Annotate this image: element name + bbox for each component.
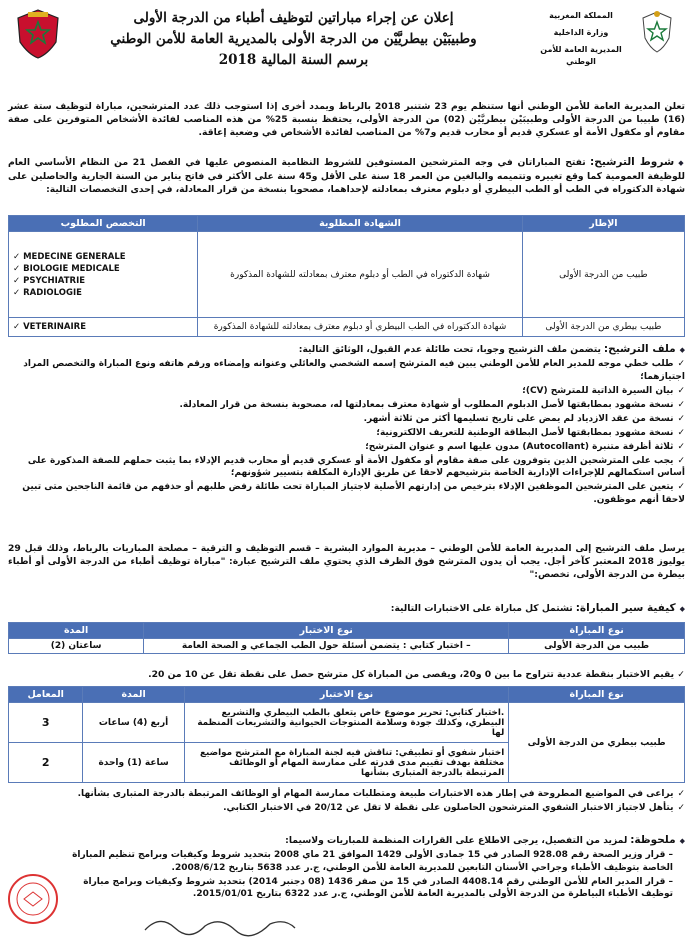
specialties-cell [9,232,198,318]
list-item: ✓نسخة مشهود بمطابقتها لأصل الدبلوم المطلوب أو شهادة معترف بمعادلتها له، مصحوبة بنسخة من قرار المعادلة. [179,399,685,410]
col-header: المعامل [9,687,83,703]
list-item: ✓يراعى في المواضيع المطروحة في إطار هذه الاختبارات طبيعة ومتطلبات ممارسة المهام أو الوظائف المرتبطة بالدرجة المتبارى بشأنها. [77,789,685,799]
dgsn-emblem-icon [14,8,62,60]
specialties-cell [9,318,198,337]
list-item: ✓ثلاثة أظرفة متنبرة (Autocollant) مدون عليها اسم و عنوان المترشح؛ [365,441,685,452]
check-icon: ✓ [677,399,685,410]
check-icon: ✓ [677,482,685,492]
file-section [8,343,685,357]
general-doctor-exam-table [8,622,685,654]
signature-icon [140,912,300,938]
table-row [9,232,685,318]
specialty-item: ✓ RADIOLOGIE [13,288,193,298]
specialty-item: ✓ MEDECINE GENERALE [13,252,193,262]
title-line: برسم السنة المالية 2018 [218,52,369,68]
coefficient-cell: 3 [9,703,83,743]
test-cell: .اختبار كتابي: تحرير موضوع خاص يتعلق بالطب البيطري والتشريع البيطري، وكذلك جودة وسلامة المنتوجات الحيوانية والتشريعات المنظمة لها [184,703,508,743]
intro-paragraph: تعلن المديرية العامة للأمن الوطني أنها ستنظم يوم 23 شتنبر 2018 بالرباط ويمدد أخرى إذا استوجب ذلك عدد المترشحين، مباراة لتوظيف ستة عشر (16) طبيبا من الدرجة الأولى وطبيبَيْن بيطريَّيْن (02) من الدرجة الأولى، يحتفظ بنسبة 25% من هذه المناصب لفائدة الأشخاص المتوفرين على صفة مقاوم أو مكفول الأمة أو عسكري قديم أو محارب قديم و7% من المناصب لفائدة الأشخاص في وضعية إعاقة. [8,101,685,138]
score-note: ✓ يقيم الاختبار بنقطة عددية تتراوح ما بين 0 و20، ويقصى من المباراة كل مترشح حصل على نقطة تقل عن 10 من 20. [148,669,685,680]
list-item: ✓نسخة مشهود بمطابقتها لأصل البطاقة الوطنية للتعريف الالكترونية؛ [376,427,685,438]
list-item: – قرار المدير العام للأمن الوطني رقم 4408.14 الصادر في 15 من صفر 1436 (08 دجنبر 2014) بتحديد شروط وكيفيات وبرامج مباراة توظيف الأطباء البياطرة من الدرجة الأولى بالمديرية العامة للأمن الوطني، ج.ر عدد 6322 بتاريخ 2015/01/01. [83,876,673,899]
type-cell: طبيب من الدرجة الأولى [509,639,685,654]
frame-cell: طبيب بيطري من الدرجة الأولى [522,318,684,337]
check-icon: ✓ [674,669,685,680]
col-header: نوع الاختبار [184,687,508,703]
duration-cell: ساعة (1) واحدة [83,743,184,783]
frame-cell: طبيب من الدرجة الأولى [522,232,684,318]
title-line: إعلان عن إجراء مباراتين لتوظيف أطباء من الدرجة الأولى [133,10,454,26]
col-header: نوع المباراة [509,623,685,639]
remark-intro: لمزيد من التفصيل، يرجى الاطلاع على القرارات المنظمة للمباريات ولاسيما: [285,835,628,846]
check-icon: ✓ [677,803,685,813]
send-paragraph: يرسل ملف الترشيح إلى المديرية العامة للأمن الوطني – مديرية الموارد البشرية – قسم التوظيف و الترقية – مصلحة المباريات بالرباط، وذلك قبل 29 يوليوز 2018 المعتبر كآخر أجل. يجب أن يدون المترشح فوق الظرف الذي يحتوي ملف الترشيح عبارة: "مباراة توظيف أطباء من الدرجة الأولى أو أطباء بيطرة من الدرجة الأولى، تخصص:" [8,543,685,580]
col-header: الإطار [522,216,684,232]
col-header: التخصص المطلوب [9,216,198,232]
col-header: نوع المباراة [509,687,685,703]
official-stamp-icon [6,872,60,926]
list-item: ✓يجب على المترشحين الذين يتوفرون على صفة مقاوم أو مكفول الأمة أو عسكري قديم أو محارب قديم الإدلاء بما يثبت حملهم للصفة المذكورة على أساس استكمالهم للإجراءات الإدارية الخاصة بترشيحهم لاحقا عن طريق الإدارة المكلفة بتسيير شؤونهم؛ [27,455,685,478]
remark-section [8,834,685,848]
veterinary-exam-table [8,686,685,783]
col-header: المدة [83,687,184,703]
test-cell: اختبار شفوي أو تطبيقي: تناقش فيه لجنة المباراة مع المترشح مواضيع مختلفة بهدف تقييم مدى قدرته على ممارسة المهام أو الوظائف المرتبطة بالدرجة المتبارى بشأنها [184,743,508,783]
degree-cell: شهادة الدكتوراه في الطب البيطري أو دبلوم معترف بمعادلته للشهادة المذكورة [198,318,522,337]
issuing-authority [531,10,631,73]
list-item: ✓نسخة من عقد الازدياد لم يمض على تاريخ تسليمها أكثر من ثلاثة أشهر. [363,413,685,424]
list-item: ✓طلب خطي موجه للمدير العام للأمن الوطني يبين فيه المترشح إسمه الشخصي والعائلي وعنوانه وإمضاءه ورقم هاتفه ونوع المباراة والتخصص المراد اجتيازهما؛ [23,359,685,382]
table-row [9,703,685,743]
specialty-item: ✓ BIOLOGIE MEDICALE [13,264,193,274]
conditions-heading: ◆ شروط الترشيح: [590,156,685,168]
table-row [9,639,685,654]
check-icon: ✓ [677,455,685,466]
exams-heading: ◆ كيفية سير المباراة: [576,602,685,614]
col-header: نوع الاختبار [144,623,509,639]
specialty-item: ✓ PSYCHIATRIE [13,276,193,286]
col-header: الشهادة المطلوبة [198,216,522,232]
degree-cell: شهادة الدكتوراه في الطب أو دبلوم معترف بمعادلته للشهادة المذكورة [198,232,522,318]
specialty-item: ✓ VETERINAIRE [13,322,193,332]
col-header: المدة [9,623,144,639]
org-line: المديرية العامة للأمن الوطني [540,45,622,66]
exams-section [8,602,685,616]
test-cell: – اختبار كتابي : يتضمن أسئلة حول الطب الجماعي و الصحة العامة [144,639,509,654]
org-line: وزارة الداخلية [553,28,609,37]
type-cell: طبيب بيطري من الدرجة الأولى [509,703,685,783]
org-line: المملكة المغربية [549,11,613,20]
file-checklist [8,358,685,508]
file-heading: ◆ ملف الترشيح: [604,343,685,355]
list-item: ✓يتأهل لاجتياز الاختبار الشفوي المترشحون الحاصلون على نقطة لا تقل عن 20/12 في الاختبار الكتابي. [223,803,685,813]
duration-cell: أربع (4) ساعات [83,703,184,743]
duration-cell: ساعتان (2) [9,639,144,654]
table-row [9,318,685,337]
document-title [68,8,519,71]
list-item: ✓يتعين على المترشحين الموظفين الإدلاء بترخيص من إدارتهم الأصلية لاجتياز المباراة تحت طائلة رفض طلبهم أو حذفهم من قائمة الناجحين متى تبين لاحقا أنهم موظفون. [22,482,685,505]
check-icon: ✓ [677,385,685,396]
remark-list [70,849,673,902]
specialties-table [8,215,685,337]
check-icon: ✓ [677,441,685,452]
conditions-text: تفتح المباراتان في وجه المترشحين المستوفين للشروط النظامية المنصوص عليها في الفصل 21 من النظام الأساسي العام للوظيفة العمومية كما وقع تغييره وتتميمه والبالغين من العمر 18 سنة على الأقل و45 سنة على الأكثر في فاتح يناير من السنة الجارية والحاصلين على شهادة الدكتوراه في الطب أو الطب البيطري أو دبلوم معترف بمعادلته لإحداهما، مصحوبا بنسخة من قرار المعادلة، في إحدى التخصصات التالية: [8,157,685,195]
document-header [8,4,685,84]
check-icon: ✓ [677,427,685,438]
check-icon: ✓ [677,359,685,369]
conditions-section [8,156,685,196]
kingdom-coat-of-arms-icon [637,8,677,56]
exams-intro: تشتمل كل مباراة على الاختبارات التالية: [390,603,573,614]
title-line: وطبيبَيْن بيطريَّيْن من الدرجة الأولى بالمديرية العامة للأمن الوطني [110,31,477,47]
list-item: – قرار وزير الصحة رقم 928.08 الصادر في 15 جمادى الأولى 1429 الموافق 21 ماي 2008 بتحديد شروط وكيفيات وبرامج تنظيم المباراة الخاصة بتوظيف الأطباء وجراحي الأسنان التابعين للمديرية العامة للأمن الوطني، ج.ر عدد 5638 بتاريخ 2008/6/12. [72,850,673,873]
check-icon: ✓ [677,413,685,424]
after-notes [8,788,685,816]
list-item: ✓بيان السيرة الذاتية للمترشح (CV)؛ [522,385,685,396]
file-intro: يتضمن ملف الترشيح وجوبا، تحت طائلة عدم القبول، الوثائق التالية: [298,344,601,355]
check-icon: ✓ [677,789,685,799]
coefficient-cell: 2 [9,743,83,783]
remark-heading: ◆ ملحوظة: [630,834,685,846]
